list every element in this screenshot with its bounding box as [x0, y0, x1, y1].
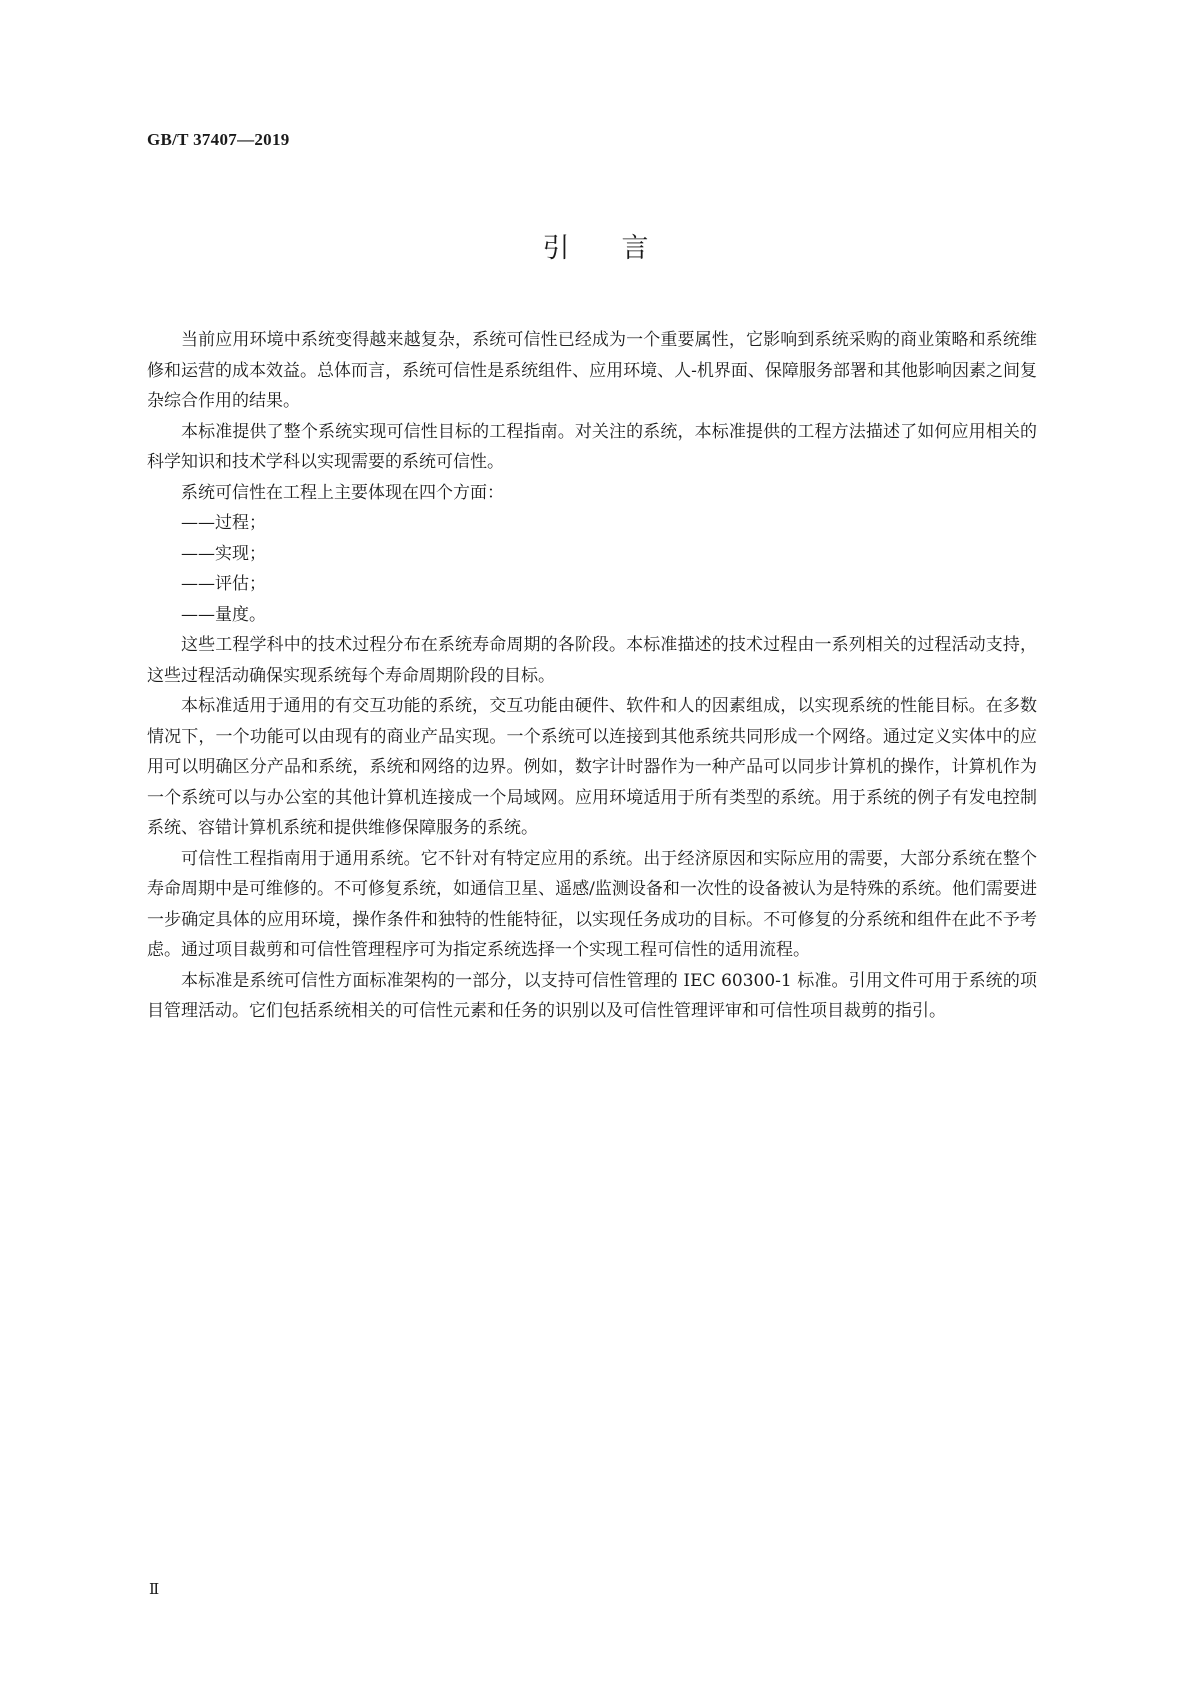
- document-body: [147, 325, 1037, 1027]
- page-title: 引言: [542, 233, 701, 264]
- paragraph-2: 本标准提供了整个系统实现可信性目标的工程指南。对关注的系统，本标准提供的工程方法描述了如何应用相关的科学知识和技术学科以实现需要的系统可信性。: [147, 421, 1037, 472]
- list-item: ——评估；: [181, 574, 266, 594]
- paragraph-5: 本标准适用于通用的有交互功能的系统，交互功能由硬件、软件和人的因素组成，以实现系统的性能目标。在多数情况下，一个功能可以由现有的商业产品实现。一个系统可以连接到其他系统共同形成一个网络。通过定义实体中的应用可以明确区分产品和系统，系统和网络的边界。例如，数字计时器作为一种产品可以同步计算机的操作，计算机作为一个系统可以与办公室的其他计算机连接成一个局域网。应用环境适用于所有类型的系统。用于系统的例子有发电控制系统、容错计算机系统和提供维修保障服务的系统。: [147, 696, 1037, 838]
- paragraph-3: 系统可信性在工程上主要体现在四个方面：: [181, 482, 504, 503]
- list-item: ——过程；: [181, 513, 266, 533]
- page-number: Ⅱ: [149, 1582, 160, 1598]
- paragraph-6: 可信性工程指南用于通用系统。它不针对有特定应用的系统。出于经济原因和实际应用的需要，大部分系统在整个寿命周期中是可维修的。不可修复系统，如通信卫星、遥感/监测设备和一次性的设备被认为是特殊的系统。他们需要进一步确定具体的应用环境，操作条件和独特的性能特征，以实现任务成功的目标。不可修复的分系统和组件在此不予考虑。通过项目裁剪和可信性管理程序可为指定系统选择一个实现工程可信性的适用流程。: [147, 848, 1037, 960]
- paragraph-7: 本标准是系统可信性方面标准架构的一部分，以支持可信性管理的 IEC 60300-1 标准。引用文件可用于系统的项目管理活动。它们包括系统相关的可信性元素和任务的识别以及可信性管理评审和可信性项目裁剪的指引。: [147, 970, 1037, 1021]
- standard-number: GB/T 37407—2019: [147, 130, 290, 149]
- aspect-list: [147, 508, 1037, 630]
- list-item: ——量度。: [181, 604, 266, 625]
- list-item: ——实现；: [181, 543, 266, 564]
- paragraph-4: 这些工程学科中的技术过程分布在系统寿命周期的各阶段。本标准描述的技术过程由一系列相关的过程活动支持，这些过程活动确保实现系统每个寿命周期阶段的目标。: [147, 635, 1037, 686]
- paragraph-1: 当前应用环境中系统变得越来越复杂，系统可信性已经成为一个重要属性，它影响到系统采购的商业策略和系统维修和运营的成本效益。总体而言，系统可信性是系统组件、应用环境、人-机界面、保障服务部署和其他影响因素之间复杂综合作用的结果。: [147, 330, 1037, 411]
